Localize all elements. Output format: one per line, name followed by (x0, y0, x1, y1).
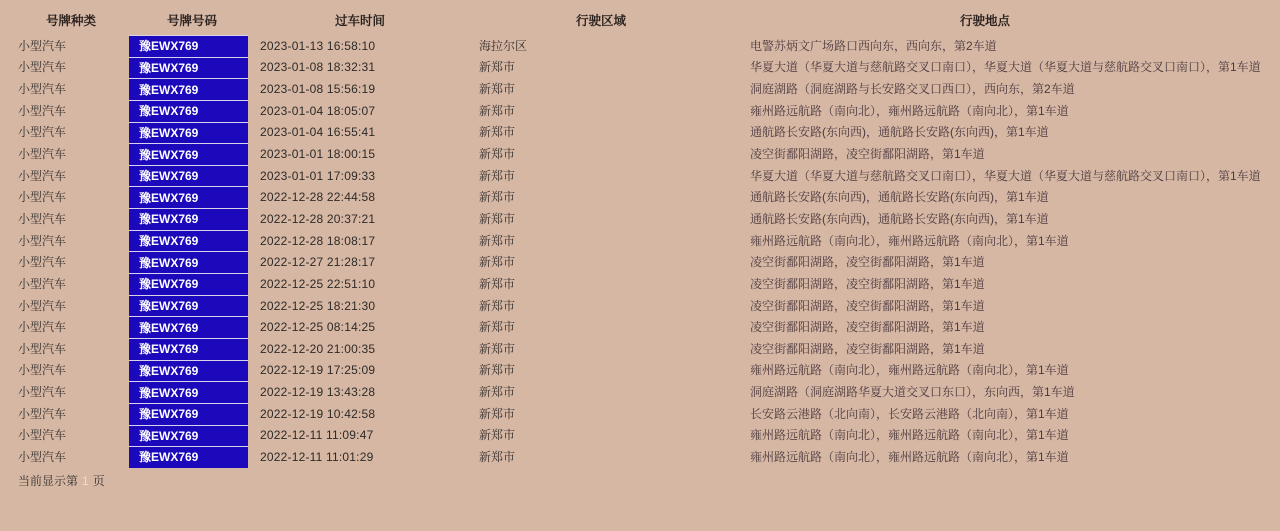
driving-area-cell: 新郑市 (479, 82, 516, 97)
pass-time-cell: 2023-01-08 15:56:19 (260, 82, 376, 97)
plate-type-cell: 小型汽车 (18, 233, 67, 248)
driving-area-cell: 新郑市 (479, 125, 516, 140)
driving-area-cell: 新郑市 (479, 190, 516, 205)
table-row (0, 403, 1280, 425)
table-row (0, 295, 1280, 317)
driving-area-cell: 新郑市 (479, 168, 516, 183)
plate-type-cell: 小型汽车 (18, 125, 67, 140)
pass-time-cell: 2023-01-01 18:00:15 (260, 147, 376, 162)
plate-number-cell[interactable]: 豫EWX769 (129, 338, 248, 360)
pass-time-cell: 2023-01-04 16:55:41 (260, 125, 376, 140)
driving-area-cell: 新郑市 (479, 320, 516, 335)
plate-number-cell[interactable]: 豫EWX769 (129, 35, 248, 57)
plate-type-cell: 小型汽车 (18, 385, 67, 400)
plate-number-cell[interactable]: 豫EWX769 (129, 273, 248, 295)
plate-type-cell: 小型汽车 (18, 428, 67, 443)
table-row (0, 57, 1280, 79)
pass-time-cell: 2022-12-20 21:00:35 (260, 341, 376, 356)
driving-area-cell: 新郑市 (479, 406, 516, 421)
plate-type-cell: 小型汽车 (18, 190, 67, 205)
pass-time-cell: 2023-01-13 16:58:10 (260, 38, 376, 53)
table-row (0, 35, 1280, 57)
pass-time-cell: 2022-12-19 10:42:58 (260, 406, 376, 421)
pass-time-cell: 2023-01-04 18:05:07 (260, 103, 376, 118)
pass-time-cell: 2023-01-01 17:09:33 (260, 168, 376, 183)
header-pass-time: 过车时间 (334, 14, 386, 28)
plate-type-cell: 小型汽车 (18, 147, 67, 162)
plate-number-cell[interactable]: 豫EWX769 (129, 381, 248, 403)
plate-number-cell[interactable]: 豫EWX769 (129, 446, 248, 468)
table-row (0, 446, 1280, 468)
driving-area-cell: 新郑市 (479, 428, 516, 443)
table-row (0, 143, 1280, 165)
driving-area-cell: 新郑市 (479, 103, 516, 118)
table-row (0, 360, 1280, 382)
driving-location-cell: 雍州路远航路（南向北），雍州路远航路（南向北），第1车道 (750, 449, 1069, 464)
driving-location-cell: 长安路云港路（北向南），长安路云港路（北向南），第1车道 (750, 406, 1069, 421)
driving-location-cell: 凌空街鄱阳湖路，凌空街鄱阳湖路，第1车道 (750, 276, 985, 291)
plate-number-cell[interactable]: 豫EWX769 (129, 360, 248, 382)
table-row (0, 381, 1280, 403)
driving-area-cell: 新郑市 (479, 341, 516, 356)
driving-location-cell: 雍州路远航路（南向北），雍州路远航路（南向北），第1车道 (750, 233, 1069, 248)
driving-area-cell: 新郑市 (479, 363, 516, 378)
driving-location-cell: 华夏大道（华夏大道与慈航路交叉口南口），华夏大道（华夏大道与慈航路交叉口南口），第1车道 (750, 60, 1261, 75)
driving-location-cell: 通航路长安路(东向西)，通航路长安路(东向西)，第1车道 (750, 190, 1049, 205)
plate-number-cell[interactable]: 豫EWX769 (129, 403, 248, 425)
header-plate-type: 号牌种类 (45, 14, 97, 28)
table-header (0, 13, 1280, 30)
plate-type-cell: 小型汽车 (18, 38, 67, 53)
pass-time-cell: 2022-12-28 22:44:58 (260, 190, 376, 205)
plate-type-cell: 小型汽车 (18, 341, 67, 356)
plate-type-cell: 小型汽车 (18, 320, 67, 335)
plate-number-cell[interactable]: 豫EWX769 (129, 186, 248, 208)
page-indicator-suffix: 页 (92, 474, 105, 488)
driving-area-cell: 海拉尔区 (479, 38, 528, 53)
plate-number-cell[interactable]: 豫EWX769 (129, 208, 248, 230)
table-row (0, 230, 1280, 252)
driving-location-cell: 洞庭湖路（洞庭湖路华夏大道交叉口东口），东向西，第1车道 (750, 385, 1075, 400)
pass-time-cell: 2022-12-19 13:43:28 (260, 385, 376, 400)
table-row (0, 100, 1280, 122)
driving-area-cell: 新郑市 (479, 298, 516, 313)
plate-number-cell[interactable]: 豫EWX769 (129, 425, 248, 447)
plate-number-cell[interactable]: 豫EWX769 (129, 295, 248, 317)
plate-type-cell: 小型汽车 (18, 82, 67, 97)
page-indicator-prefix: 当前显示第 (18, 474, 79, 488)
plate-number-cell[interactable]: 豫EWX769 (129, 122, 248, 144)
plate-number-cell[interactable]: 豫EWX769 (129, 143, 248, 165)
driving-location-cell: 雍州路远航路（南向北），雍州路远航路（南向北），第1车道 (750, 103, 1069, 118)
table-row (0, 186, 1280, 208)
driving-location-cell: 凌空街鄱阳湖路，凌空街鄱阳湖路，第1车道 (750, 298, 985, 313)
driving-location-cell: 通航路长安路(东向西)，通航路长安路(东向西)，第1车道 (750, 125, 1049, 140)
page-indicator (18, 474, 105, 489)
plate-type-cell: 小型汽车 (18, 103, 67, 118)
pass-time-cell: 2022-12-25 08:14:25 (260, 320, 376, 335)
page-number: 1 (82, 474, 89, 488)
header-driving-area: 行驶区域 (575, 14, 627, 28)
driving-location-cell: 洞庭湖路（洞庭湖路与长安路交叉口西口），西向东，第2车道 (750, 82, 1075, 97)
table-body (0, 35, 1280, 468)
plate-type-cell: 小型汽车 (18, 298, 67, 313)
plate-type-cell: 小型汽车 (18, 406, 67, 421)
pass-time-cell: 2022-12-28 20:37:21 (260, 211, 376, 226)
driving-location-cell: 华夏大道（华夏大道与慈航路交叉口南口），华夏大道（华夏大道与慈航路交叉口南口），第1车道 (750, 168, 1261, 183)
driving-area-cell: 新郑市 (479, 211, 516, 226)
plate-type-cell: 小型汽车 (18, 449, 67, 464)
table-row (0, 208, 1280, 230)
driving-area-cell: 新郑市 (479, 233, 516, 248)
plate-number-cell[interactable]: 豫EWX769 (129, 251, 248, 273)
driving-area-cell: 新郑市 (479, 255, 516, 270)
pass-time-cell: 2022-12-11 11:01:29 (260, 449, 374, 464)
pass-time-cell: 2022-12-27 21:28:17 (260, 255, 376, 270)
pass-time-cell: 2022-12-19 17:25:09 (260, 363, 376, 378)
driving-location-cell: 凌空街鄱阳湖路，凌空街鄱阳湖路，第1车道 (750, 255, 985, 270)
plate-type-cell: 小型汽车 (18, 60, 67, 75)
pass-time-cell: 2022-12-25 18:21:30 (260, 298, 376, 313)
plate-type-cell: 小型汽车 (18, 276, 67, 291)
plate-number-cell[interactable]: 豫EWX769 (129, 165, 248, 187)
table-row (0, 338, 1280, 360)
table-row (0, 425, 1280, 447)
pass-time-cell: 2022-12-11 11:09:47 (260, 428, 374, 443)
table-row (0, 316, 1280, 338)
header-driving-location: 行驶地点 (959, 14, 1011, 28)
table-row (0, 251, 1280, 273)
table-row (0, 273, 1280, 295)
plate-type-cell: 小型汽车 (18, 363, 67, 378)
pass-time-cell: 2022-12-25 22:51:10 (260, 276, 376, 291)
table-row (0, 122, 1280, 144)
driving-location-cell: 电警苏炳文广场路口西向东，西向东，第2车道 (750, 38, 997, 53)
pass-time-cell: 2023-01-08 18:32:31 (260, 60, 376, 75)
driving-location-cell: 凌空街鄱阳湖路，凌空街鄱阳湖路，第1车道 (750, 341, 985, 356)
driving-location-cell: 雍州路远航路（南向北），雍州路远航路（南向北），第1车道 (750, 428, 1069, 443)
table-row (0, 78, 1280, 100)
plate-type-cell: 小型汽车 (18, 211, 67, 226)
plate-type-cell: 小型汽车 (18, 168, 67, 183)
driving-area-cell: 新郑市 (479, 449, 516, 464)
plate-number-cell[interactable]: 豫EWX769 (129, 316, 248, 338)
driving-area-cell: 新郑市 (479, 385, 516, 400)
driving-area-cell: 新郑市 (479, 276, 516, 291)
plate-number-cell[interactable]: 豫EWX769 (129, 100, 248, 122)
header-plate-number: 号牌号码 (166, 14, 218, 28)
plate-number-cell[interactable]: 豫EWX769 (129, 57, 248, 79)
plate-type-cell: 小型汽车 (18, 255, 67, 270)
driving-location-cell: 雍州路远航路（南向北），雍州路远航路（南向北），第1车道 (750, 363, 1069, 378)
driving-area-cell: 新郑市 (479, 147, 516, 162)
plate-number-cell[interactable]: 豫EWX769 (129, 78, 248, 100)
plate-number-cell[interactable]: 豫EWX769 (129, 230, 248, 252)
driving-location-cell: 凌空街鄱阳湖路，凌空街鄱阳湖路，第1车道 (750, 320, 985, 335)
pass-time-cell: 2022-12-28 18:08:17 (260, 233, 376, 248)
driving-location-cell: 通航路长安路(东向西)，通航路长安路(东向西)，第1车道 (750, 211, 1049, 226)
driving-area-cell: 新郑市 (479, 60, 516, 75)
table-row (0, 165, 1280, 187)
driving-location-cell: 凌空街鄱阳湖路，凌空街鄱阳湖路，第1车道 (750, 147, 985, 162)
